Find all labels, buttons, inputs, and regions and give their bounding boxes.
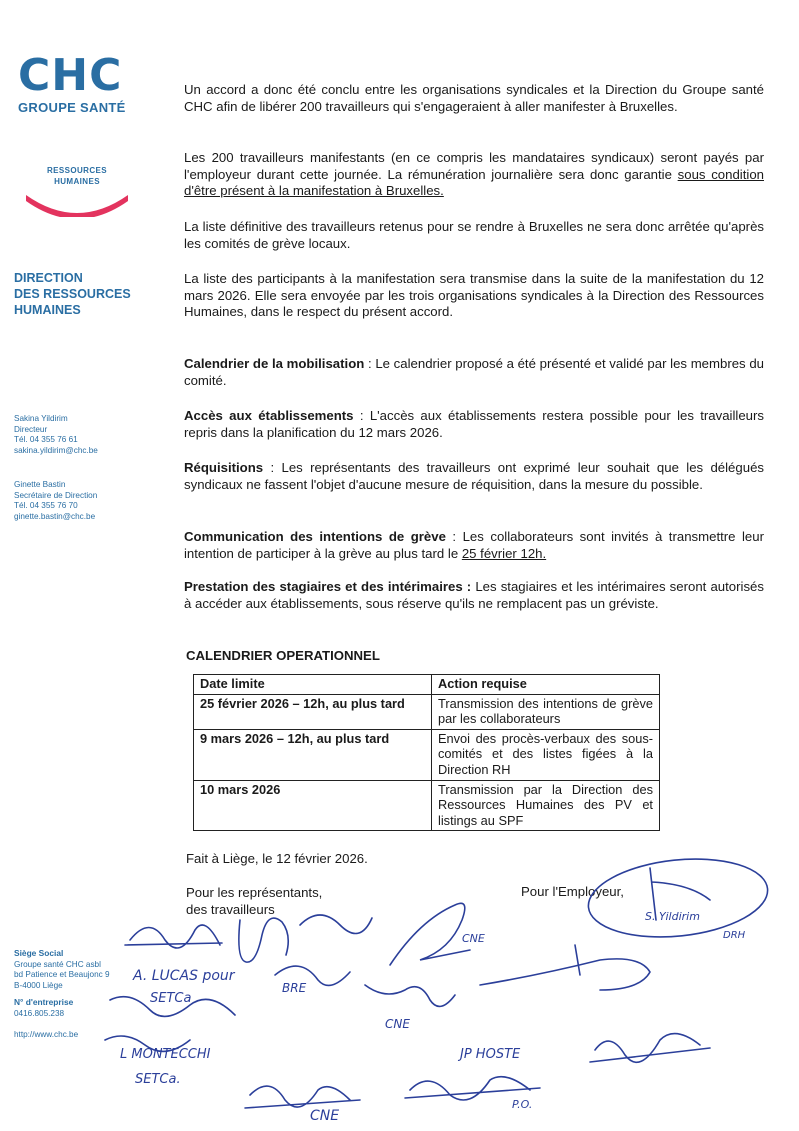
cell-date: 10 mars 2026 (194, 780, 432, 831)
direction-line2: DES RESSOURCES (14, 287, 131, 301)
section-requisitions: Réquisitions : Les représentants des travailleurs ont exprimé leur souhait que les délégués syndicaux ne fassent l'objet d'aucune mesure de réquisition, dans la mesure du possible. (184, 460, 764, 492)
section-calendrier-mobilisation: Calendrier de la mobilisation : Le calendrier proposé a été présenté et validé par les membres du comité. (184, 356, 764, 388)
cell-date: 25 février 2026 – 12h, au plus tard (194, 694, 432, 729)
section-title: Communication des intentions de grève (184, 529, 446, 544)
rh-badge-line2: HUMAINES (54, 177, 100, 186)
direction-line3: HUMAINES (14, 303, 81, 317)
underlined-condition: sous condition d'être présent à la manifestation à Bruxelles. (184, 166, 764, 199)
cell-action: Transmission par la Direction des Ressources Humaines des PV et listings au SPF (432, 780, 660, 831)
siege-line2: bd Patience et Beaujonc 9 (14, 970, 110, 980)
sig-note: S. Yildirim (645, 910, 700, 923)
sig-note: L MONTECCHI (120, 1047, 211, 1062)
cell-date: 9 mars 2026 – 12h, au plus tard (194, 729, 432, 780)
section-acces-etablissements: Accès aux établissements : L'accès aux établissements restera possible pour les travailleurs repris dans la planification du 12 mars 2026. (184, 408, 764, 440)
section-title: Accès aux établissements (184, 408, 354, 423)
sig-note: JP HOSTE (460, 1047, 521, 1062)
section-title: Prestation des stagiaires et des intérimaires : (184, 579, 472, 594)
siege-heading: Siège Social (14, 948, 64, 958)
sig-note: CNE (462, 932, 485, 945)
contact-role: Secrétaire de Direction (14, 490, 98, 500)
contact-phone: Tél. 04 355 76 61 (14, 435, 78, 445)
siege-line1: Groupe santé CHC asbl (14, 959, 101, 969)
section-title: Réquisitions (184, 460, 264, 475)
header-action: Action requise (432, 675, 660, 695)
section-title: Calendrier de la mobilisation (184, 356, 365, 371)
sig-note: DRH (723, 930, 746, 941)
logo-mark: CHC (18, 50, 123, 101)
enterprise-number: 0416.805.238 (14, 1008, 65, 1018)
paragraph-remuneration: Les 200 travailleurs manifestants (en ce compris les mandataires syndicaux) seront payés par l'employeur durant cette journée. La rémunération journalière sera donc garantie sous condition d'être présent à la manifestation à Bruxelles. (184, 150, 764, 199)
cell-action: Transmission des intentions de grève par les collaborateurs (432, 694, 660, 729)
paragraph-liste-participants: La liste des participants à la manifestation sera transmise dans la suite de la manifestation du 12 mars 2026. Elle sera envoyée par les trois organisations syndicales à la Direction des Ressources Humaines, dans le respect du présent accord. (184, 271, 764, 320)
sig-note: CNE (310, 1108, 340, 1124)
cell-action: Envoi des procès-verbaux des sous-comités et des listes figées à la Direction RH (432, 729, 660, 780)
place-date: Fait à Liège, le 12 février 2026. (186, 851, 368, 866)
signatory-workers: Pour les représentants, des travailleurs (186, 885, 323, 917)
rh-badge-line1: RESSOURCES (46, 166, 107, 175)
enterprise-heading: N° d'entreprise (14, 997, 74, 1008)
contact-email[interactable]: sakina.yildirim@chc.be (14, 445, 98, 455)
sig-note: CNE (385, 1017, 410, 1031)
sig-note: BRE (282, 981, 307, 995)
signatory-employer: Pour l'Employeur, (521, 884, 624, 899)
contact-role: Directeur (14, 424, 48, 434)
contact-name: Ginette Bastin (14, 480, 66, 489)
website-link[interactable]: http://www.chc.be (14, 1029, 79, 1039)
deadline-date: 25 février 12h. (461, 545, 547, 561)
sig-note: SETCa (150, 991, 192, 1006)
sig-note: SETCa. (135, 1072, 181, 1087)
logo-subtitle: GROUPE SANTÉ (18, 100, 126, 115)
sig-note: P.O. (512, 1098, 533, 1111)
section-communication-greve: Communication des intentions de grève : Les collaborateurs sont invités à transmettre leur intention de participer à la grève au plus tard le 25 février 12h. (184, 529, 764, 561)
paragraph-accord: Un accord a donc été conclu entre les organisations syndicales et la Direction du Groupe santé CHC afin de libérer 200 travailleurs qui s'engageraient à aller manifester à Bruxelles. (184, 82, 764, 114)
direction-line1: DIRECTION (14, 271, 83, 285)
sig-note: A. LUCAS pour (133, 968, 235, 984)
header-date: Date limite (194, 675, 432, 695)
section-stagiaires-interimaires: Prestation des stagiaires et des intérimaires : Les stagiaires et les intérimaires seront autorisés à accéder aux établissements, sous réserve qu'ils ne remplacent pas un gréviste. (184, 579, 764, 611)
calendar-title: CALENDRIER OPERATIONNEL (186, 648, 380, 663)
contact-phone: Tél. 04 355 76 70 (14, 501, 78, 511)
paragraph-liste-definitive: La liste définitive des travailleurs retenus pour se rendre à Bruxelles ne sera donc arrêtée qu'après les comités de grève locaux. (184, 219, 764, 251)
siege-line3: B-4000 Liège (14, 980, 63, 990)
contact-name: Sakina Yildirim (14, 414, 68, 423)
contact-email[interactable]: ginette.bastin@chc.be (14, 511, 96, 521)
